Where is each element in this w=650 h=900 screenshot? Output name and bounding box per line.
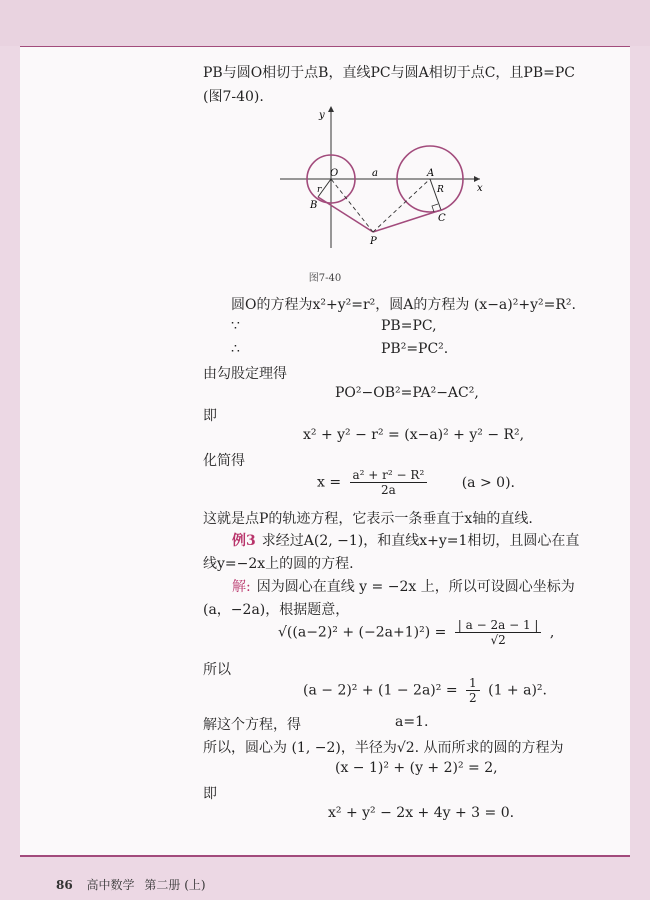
therefore-symbol: ∴ bbox=[231, 341, 240, 357]
label-y: y bbox=[319, 110, 325, 121]
book-volume: 第二册 (上) bbox=[144, 878, 206, 892]
solution-label: 解: bbox=[232, 579, 251, 595]
label-O: O bbox=[330, 168, 339, 179]
because-symbol: ∵ bbox=[231, 318, 240, 334]
label-a: a bbox=[372, 168, 378, 179]
bottom-rule bbox=[20, 855, 630, 857]
text-line-6: 由勾股定理得 bbox=[203, 366, 287, 382]
equation-6: (x − 1)² + (y + 2)² = 2, bbox=[335, 760, 498, 776]
solution-value: a=1. bbox=[395, 714, 429, 730]
text-line-9: 这就是点P的轨迹方程，它表示一条垂直于x轴的直线. bbox=[203, 511, 533, 527]
text-line-7: 即 bbox=[203, 408, 217, 424]
solution-line-1: 解: 因为圆心在直线 y = −2x 上，所以可设圆心坐标为 bbox=[232, 579, 575, 595]
equation-4: √((a−2)² + (−2a+1)²) = $\frac{| a - 2a - 1 |}{√2}$ , bbox=[278, 618, 555, 647]
text-line-4: PB=PC, bbox=[381, 318, 437, 334]
figure-7-40 bbox=[270, 104, 490, 254]
x-axis-arrow bbox=[474, 176, 480, 182]
tangent-PC bbox=[373, 210, 441, 232]
text-line-2: (图7-40). bbox=[203, 89, 264, 105]
equation-2: x² + y² − r² = (x−a)² + y² − R², bbox=[303, 427, 525, 443]
page-number: 86 bbox=[56, 878, 73, 892]
equation-5: (a − 2)² + (1 − 2a)² = $\frac{1}{2}$ (1 + a)². bbox=[303, 676, 547, 705]
equation-7: x² + y² − 2x + 4y + 3 = 0. bbox=[328, 805, 515, 821]
text-line-12: 所以，圆心为 (1, −2)，半径为√2. 从而所求的圆的方程为 bbox=[203, 740, 564, 756]
example-label: 例3 bbox=[232, 533, 256, 549]
equation-1: PO²−OB²=PA²−AC², bbox=[335, 385, 479, 401]
fraction-eq4: $\frac{| a - 2a - 1 |}{√2}$ bbox=[455, 618, 542, 647]
text-line-5: PB²=PC². bbox=[381, 341, 449, 357]
text-line-3: 圆O的方程为x²+y²=r²，圆A的方程为 (x−a)²+y²=R². bbox=[231, 297, 576, 313]
label-r: r bbox=[317, 185, 322, 195]
tangent-PB bbox=[318, 197, 373, 232]
equation-3: x = $\frac{\text{a² + r² − R²}}{2a}$ (a > 0). bbox=[317, 468, 515, 497]
fraction-eq5: $\frac{1}{2}$ bbox=[466, 676, 480, 705]
fraction-eq3: $\frac{\text{a² + r² − R²}}{2a}$ bbox=[350, 468, 428, 497]
book-title: 高中数学 bbox=[86, 878, 135, 892]
text-line-1: PB与圆O相切于点B，直线PC与圆A相切于点C，且PB=PC bbox=[203, 65, 575, 81]
text-line-11: 解这个方程，得 bbox=[203, 717, 301, 733]
example-3-line-1: 例3 求经过A(2, −1)，和直线x+y=1相切，且圆心在直 bbox=[232, 533, 580, 549]
label-R: R bbox=[437, 185, 444, 195]
y-axis-arrow bbox=[328, 106, 334, 112]
figure-caption: 图7-40 bbox=[308, 273, 342, 284]
top-band bbox=[0, 0, 650, 46]
label-B: B bbox=[310, 200, 318, 211]
label-C: C bbox=[438, 213, 446, 224]
label-A: A bbox=[427, 168, 435, 179]
example-3-line-2: 线y=−2x上的圆的方程. bbox=[203, 556, 354, 572]
page-footer bbox=[56, 876, 212, 893]
text-line-8: 化简得 bbox=[203, 453, 245, 469]
segment-PA bbox=[373, 179, 430, 232]
label-P: P bbox=[370, 236, 377, 247]
text-line-13: 即 bbox=[203, 786, 217, 802]
text-line-10: 所以 bbox=[203, 662, 231, 678]
solution-line-2: (a，−2a)，根据题意， bbox=[203, 602, 350, 618]
segment-PO bbox=[331, 179, 373, 232]
label-x: x bbox=[477, 183, 483, 194]
